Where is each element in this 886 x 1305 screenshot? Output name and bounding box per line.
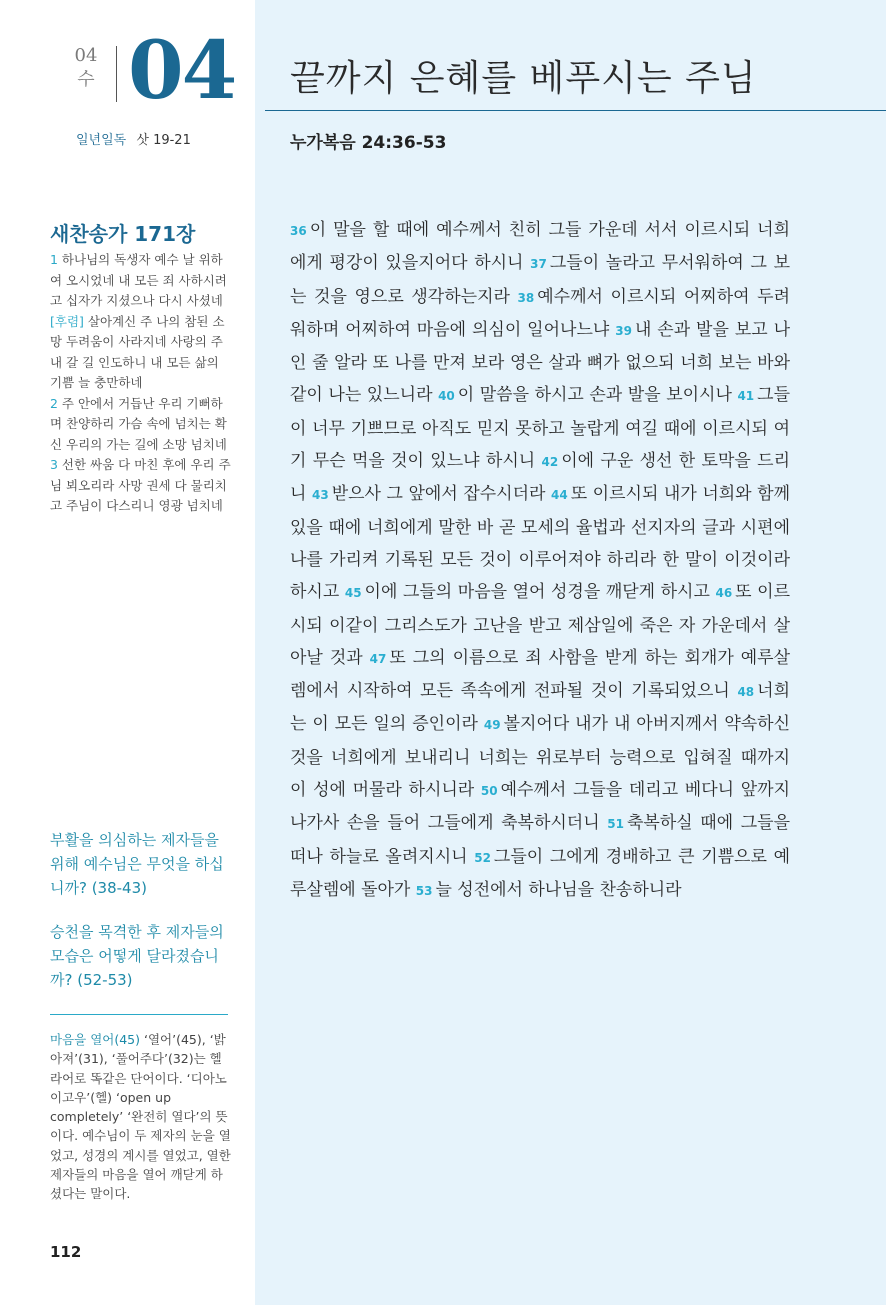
note-text: ‘열어’(45), ‘밝아져’(31), ‘풀어주다’(32)는 헬라어로 똑같은 단어이다. ‘디아노이고우’(헬) ‘open up completely’ ‘완전히 열다’의 뜻이다. 예수님이 두 제자의 눈을 열었고, 성경의 계시를 열었고, 열한 제자들의 마음을 열어 깨닫게 하셨다는 말이다.: [50, 1032, 231, 1202]
question: 승천을 목격한 후 제자들의 모습은 어떻게 달라졌습니까? (52-53): [50, 923, 224, 989]
verse: 42 이에 구운 생선 한 토막을 드리니: [290, 451, 790, 505]
date-month: 04: [74, 45, 98, 66]
word-note: [50, 1030, 232, 1204]
verse: 52 그들이 그에게 경배하고 큰 기쁨으로 예루살렘에 돌아가: [290, 846, 790, 900]
verse: 38 예수께서 이르시되 어찌하여 두려워하며 어찌하여 마음에 의심이 일어나느냐: [290, 286, 791, 340]
passage-reference: 누가복음 24:36-53: [290, 133, 447, 153]
verse: 49 볼지어다 내가 내 아버지께서 약속하신 것을 너희에게 보내리니 너희는 위로부터 능력으로 입혀질 때까지 이 성에 머물라 하시니라: [290, 714, 791, 801]
verse: 41 그들이 너무 기쁘므로 아직도 믿지 못하고 놀랍게 여길 때에 이르시되 여기 무슨 먹을 것이 있느냐 하시니: [290, 385, 791, 472]
date-day: 04: [128, 23, 236, 117]
verse: 37 그들이 놀라고 무서워하여 그 보는 것을 영으로 생각하는지라: [290, 253, 790, 307]
page-title: 끝까지 은혜를 베푸시는 주님: [290, 58, 757, 99]
verse: 44 또 이르시되 내가 너희와 함께 있을 때에 너희에게 말한 바 곧 모세의 율법과 선지자의 글과 시편에 나를 가리켜 기록된 모든 것이 이루어져야 하리라 한 말이 이것이라 하시고: [290, 484, 790, 603]
hymn-title: 새찬송가 171장: [50, 222, 196, 246]
date-weekday: 수: [77, 69, 95, 90]
verse: 50 예수께서 그들을 데리고 베다니 앞까지 나가사 손을 들어 그들에게 축복하시더니: [290, 780, 790, 834]
verse: 47 또 그의 이름으로 죄 사함을 받게 하는 회개가 예루살렘에서 시작하여 모든 족속에게 전파될 것이 기록되었으니: [290, 647, 791, 702]
verse: 48 너희는 이 모든 일의 증인이라: [290, 681, 790, 735]
verse: 53 늘 성전에서 하나님을 찬송하니라: [415, 879, 682, 900]
date-divider: [116, 46, 117, 102]
hymn-verse: 3 선한 싸움 다 마친 후에 우리 주님 뵈오리라 사망 권세 다 물리치고 주님이 다스리니 영광 넘치네: [50, 457, 231, 513]
title-divider: [265, 110, 886, 111]
verse: 43 받으사 그 앞에서 잡수시더라: [312, 484, 546, 505]
verse: 39 내 손과 발을 보고 나인 줄 알라 또 나를 만져 보라 영은 살과 뼈가 없으되 너희 보는 바와 같이 나는 있느니라: [290, 319, 791, 406]
page-number: 112: [50, 1243, 82, 1261]
divider: [50, 1014, 228, 1015]
hymn-lyrics: [50, 250, 232, 517]
yearly-reading-label: 일년일독: [76, 133, 127, 148]
reflection-questions: [50, 828, 235, 1012]
date-small: [68, 44, 104, 92]
note-term: 마음을 열어(45): [50, 1032, 141, 1047]
sidebar-column: [0, 0, 255, 1305]
verse: 45 이에 그들의 마음을 열어 성경을 깨닫게 하시고: [344, 582, 710, 603]
hymn-refrain: [후렴] 살아계신 주 나의 참된 소망 두려움이 사라지네 사랑의 주 내 갈 길 인도하니 내 모든 삶의 기쁨 늘 충만하네: [50, 313, 225, 390]
verse: 40 이 말씀을 하시고 손과 발을 보이시나: [438, 385, 732, 406]
yearly-reading: [76, 129, 191, 148]
hymn-verse: 1 하나님의 독생자 예수 날 위하여 오시었네 내 모든 죄 사하시려고 십자가 지셨으나 다시 사셨네: [50, 252, 227, 308]
hymn-verse: 2 주 안에서 거듭난 우리 기뻐하며 찬양하리 가슴 속에 넘치는 확신 우리의 가는 길에 소망 넘치네: [50, 395, 227, 452]
question: 부활을 의심하는 제자들을 위해 예수님은 무엇을 하십니까? (38-43): [50, 831, 224, 897]
verse: 36 이 말을 할 때에 예수께서 친히 그들 가운데 서서 이르시되 너희에게 평강이 있을지어다 하시니: [290, 220, 790, 274]
verse: 51 축복하실 때에 그들을 떠나 하늘로 올려지시니: [290, 813, 790, 867]
verse: 46 또 이르시되 이같이 그리스도가 고난을 받고 제삼일에 죽은 자 가운데서 살아날 것과: [290, 582, 790, 668]
yearly-reading-range: 삿 19-21: [136, 133, 191, 148]
scripture-text: [290, 214, 790, 907]
